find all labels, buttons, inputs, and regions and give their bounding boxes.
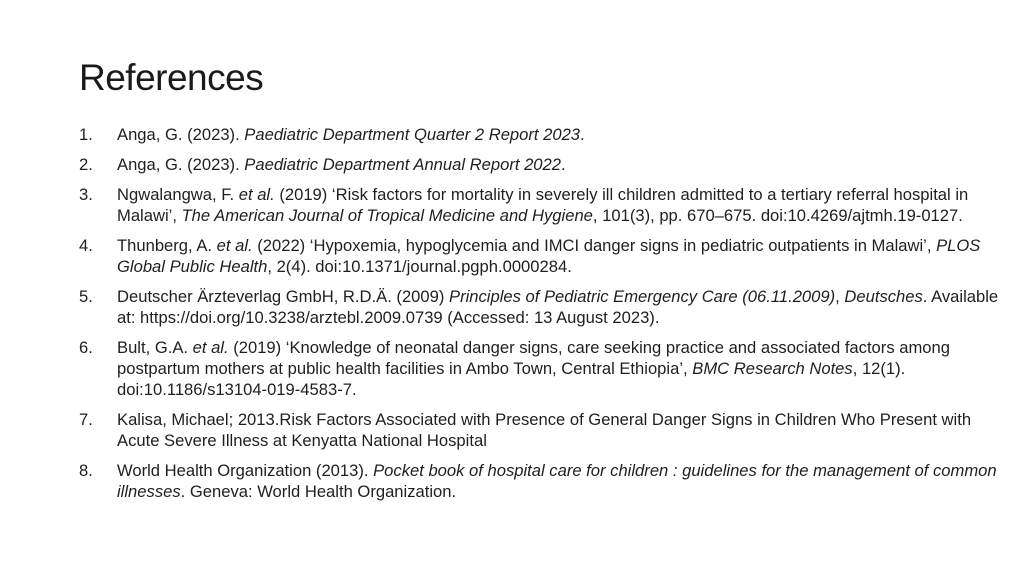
reference-item-1: [79, 124, 999, 145]
reference-number: 1.: [79, 125, 93, 144]
reference-number: 7.: [79, 410, 93, 429]
reference-item-6: [79, 337, 999, 400]
reference-number: 5.: [79, 287, 93, 306]
reference-text: Anga, G. (2023). Paediatric Department Annual Report 2022.: [117, 155, 566, 174]
reference-text: Deutscher Ärzteverlag GmbH, R.D.Ä. (2009) Principles of Pediatric Emergency Care (06.11.2009), Deutsches. Available at: https://doi.org/10.3238/arztebl.2009.0739 (Accessed: 13 August 2023).: [117, 287, 999, 327]
reference-text: Kalisa, Michael; 2013.Risk Factors Associated with Presence of General Danger Signs in Children Who Present with Acute Severe Illness at Kenyatta National Hospital: [117, 410, 972, 450]
reference-text: Ngwalangwa, F. et al. (2019) ‘Risk factors for mortality in severely ill children admitted to a tertiary referral hospital in Malawi’, The American Journal of Tropical Medicine and Hygiene, 101(3), pp. 670–675. doi:10.4269/ajtmh.19-0127.: [117, 185, 969, 225]
reference-item-5: [79, 286, 999, 328]
reference-text: Bult, G.A. et al. (2019) ‘Knowledge of neonatal danger signs, care seeking practice and associated factors among postpartum mothers at public health facilities in Ambo Town, Central Ethiopia’, BMC Research Notes, 12(1). doi:10.1186/s13104-019-4583-7.: [117, 338, 950, 399]
reference-number: 4.: [79, 236, 93, 255]
reference-number: 8.: [79, 461, 93, 480]
reference-list: [79, 124, 999, 511]
reference-text: Anga, G. (2023). Paediatric Department Quarter 2 Report 2023.: [117, 125, 585, 144]
reference-item-4: [79, 235, 999, 277]
reference-number: 3.: [79, 185, 93, 204]
reference-text: Thunberg, A. et al. (2022) ‘Hypoxemia, hypoglycemia and IMCI danger signs in pediatric outpatients in Malawi’, PLOS Global Public Health, 2(4). doi:10.1371/journal.pgph.0000284.: [117, 236, 981, 276]
reference-text: World Health Organization (2013). Pocket book of hospital care for children : guidelines for the management of common illnesses. Geneva: World Health Organization.: [117, 461, 997, 501]
reference-item-2: [79, 154, 999, 175]
reference-item-3: [79, 184, 999, 226]
reference-number: 2.: [79, 155, 93, 174]
reference-item-8: [79, 460, 999, 502]
slide-title: References: [79, 57, 264, 98]
reference-item-7: [79, 409, 999, 451]
reference-number: 6.: [79, 338, 93, 357]
